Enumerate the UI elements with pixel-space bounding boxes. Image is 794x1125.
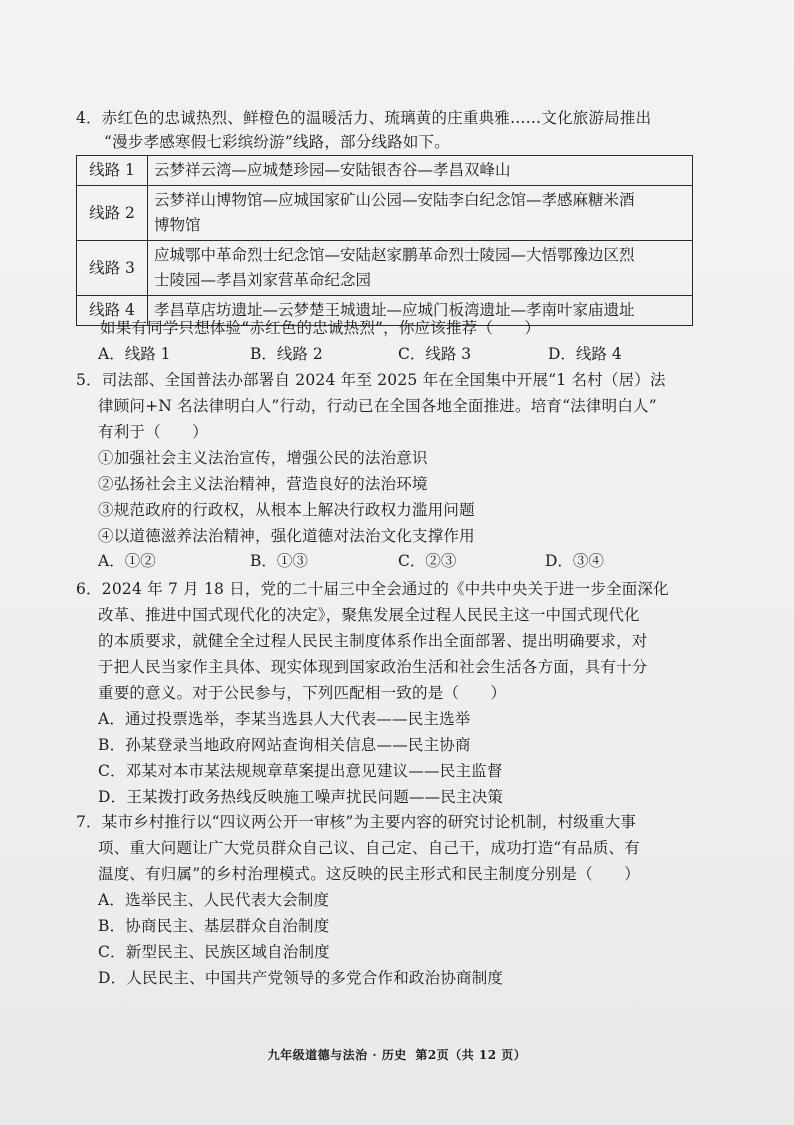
- q6-stem-line-3: 的本质要求，就健全全过程人民民主制度体系作出全面部署、提出明确要求，对: [98, 632, 648, 650]
- q6-option-c: C．邓某对本市某法规规章草案提出意见建议——民主监督: [98, 762, 503, 780]
- footer-page-number: 第2页（共 12 页）: [415, 1048, 527, 1062]
- q5-option-c: C．②③: [398, 552, 457, 570]
- q6-option-a: A．通过投票选举，李某当选县人大代表——民主选举: [98, 710, 471, 728]
- q7-stem-line-2: 项、重大问题让广大党员群众自己议、自己定、自己干，成功打造“有品质、有: [98, 839, 640, 857]
- route-stops-line: 士陵园—孝昌刘家营革命纪念园: [154, 271, 372, 289]
- route-stops: [148, 241, 693, 296]
- q6-option-d: D．王某拨打政务热线反映施工噪声扰民问题——民主决策: [98, 788, 504, 806]
- q5-stem-line-2: 律顾问+N 名法律明白人”行动，行动已在全国各地全面推进。培育“法律明白人”: [98, 397, 657, 415]
- q7-stem-line-1: 7．某市乡村推行以“四议两公开一审核”为主要内容的研究讨论机制，村级重大事: [76, 813, 637, 831]
- q4-option-c: C．线路 3: [398, 345, 472, 363]
- q4-stem-line-2: “漫步孝感寒假七彩缤纷游”线路，部分线路如下。: [104, 133, 450, 151]
- route-name: 线路 2: [77, 186, 148, 241]
- q5-option-a: A．①②: [98, 552, 156, 570]
- q5-item-3: ③规范政府的行政权，从根本上解决行政权力滥用问题: [98, 501, 475, 519]
- q4-option-b: B．线路 2: [250, 345, 323, 363]
- routes-table: [76, 155, 693, 326]
- q6-stem-line-2: 改革、推进中国式现代化的决定》，聚焦发展全过程人民民主这一中国式现代化: [98, 606, 640, 624]
- table-row: [77, 241, 693, 296]
- q7-option-c: C．新型民主、民族区域自治制度: [98, 943, 330, 961]
- route-stops: [148, 156, 693, 186]
- route-stops-line: 应城鄂中革命烈士纪念馆—安陆赵家鹏革命烈士陵园—大悟鄂豫边区烈: [154, 246, 635, 264]
- q4-question: 如果有同学只想体验“赤红色的忠诚热烈”，你应该推荐（ ）: [100, 319, 541, 337]
- q7-option-a: A．选举民主、人民代表大会制度: [98, 891, 330, 909]
- route-name: 线路 3: [77, 241, 148, 296]
- q5-item-2: ②弘扬社会主义法治精神，营造良好的法治环境: [98, 475, 428, 493]
- route-stops-line: 云梦祥山博物馆—应城国家矿山公园—安陆李白纪念馆—孝感麻糖米酒: [154, 191, 635, 209]
- route-name: 线路 4: [77, 296, 148, 326]
- route-stops-line: 云梦祥云湾—应城楚珍园—安陆银杏谷—孝昌双峰山: [154, 161, 511, 179]
- q5-option-d: D．③④: [545, 552, 604, 570]
- table-row: [77, 186, 693, 241]
- q5-option-b: B．①③: [250, 552, 308, 570]
- q7-stem-line-3: 温度、有归属”的乡村治理模式。这反映的民主形式和民主制度分别是（ ）: [98, 865, 640, 883]
- q4-option-a: A．线路 1: [98, 345, 171, 363]
- q7-option-d: D．人民民主、中国共产党领导的多党合作和政治协商制度: [98, 969, 504, 987]
- route-stops-line: 博物馆: [154, 216, 201, 234]
- table-row: [77, 156, 693, 186]
- page-footer: [0, 1046, 794, 1063]
- q5-item-4: ④以道德滋养法治精神，强化道德对法治文化支撑作用: [98, 527, 475, 545]
- q6-option-b: B．孙某登录当地政府网站查询相关信息——民主协商: [98, 736, 471, 754]
- footer-subject: 九年级道德与法治 · 历史: [267, 1048, 407, 1062]
- q6-stem-line-1: 6．2024 年 7 月 18 日，党的二十届三中全会通过的《中共中央关于进一步全面深化: [76, 580, 669, 598]
- q5-item-1: ①加强社会主义法治宣传，增强公民的法治意识: [98, 449, 428, 467]
- q4-option-d: D．线路 4: [548, 345, 622, 363]
- route-stops-line: 孝昌草店坊遗址—云梦楚王城遗址—应城门板湾遗址—孝南叶家庙遗址: [154, 301, 635, 319]
- q6-stem-line-4: 于把人民当家作主具体、现实体现到国家政治生活和社会生活各方面，具有十分: [98, 658, 648, 676]
- q7-option-b: B．协商民主、基层群众自治制度: [98, 917, 330, 935]
- route-stops: [148, 186, 693, 241]
- route-name: 线路 1: [77, 156, 148, 186]
- q5-stem-line-3: 有利于（ ）: [98, 423, 208, 441]
- q4-stem-line-1: 4．赤红色的忠诚热烈、鲜橙色的温暖活力、琉璃黄的庄重典雅……文化旅游局推出: [76, 109, 652, 127]
- q6-stem-line-5: 重要的意义。对于公民参与，下列匹配相一致的是（ ）: [98, 684, 507, 702]
- q5-stem-line-1: 5．司法部、全国普法办部署自 2024 年至 2025 年在全国集中开展“1 名村（居）法: [76, 371, 666, 389]
